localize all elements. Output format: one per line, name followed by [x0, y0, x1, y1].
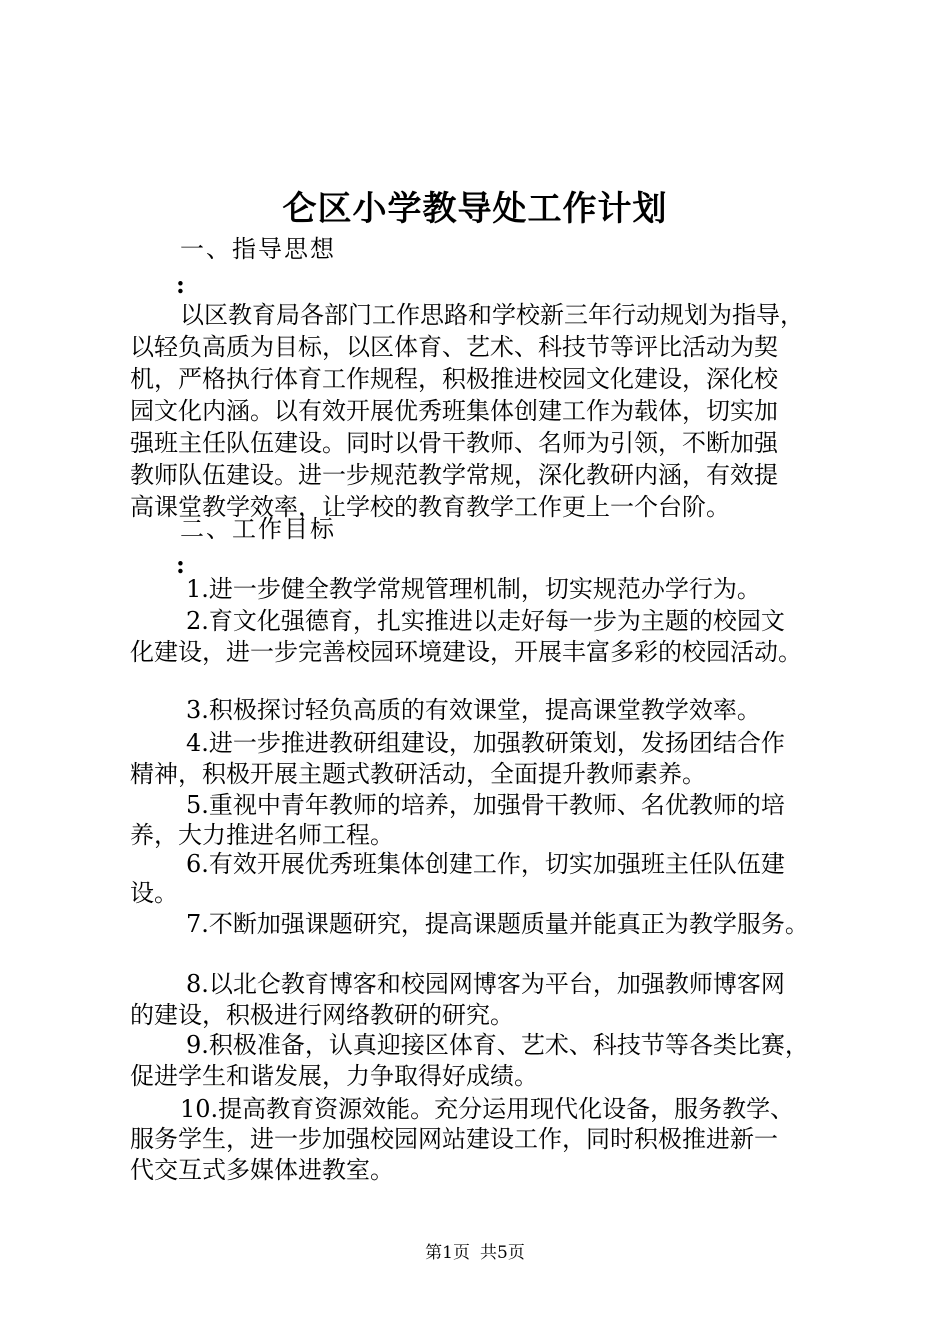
goal-item: 10.提高教育资源效能。充分运用现代化设备，服务教学、: [180, 1095, 795, 1123]
goal-item-continuation: 设。: [130, 879, 178, 907]
goal-item: 8.以北仑教育博客和校园网博客为平台，加强教师博客网: [186, 970, 785, 998]
section-colon: :: [176, 270, 185, 299]
section-heading: 一、指导思想: [180, 235, 336, 263]
page-footer: [0, 1241, 950, 1265]
goal-item: 3.积极探讨轻负高质的有效课堂，提高课堂教学效率。: [186, 696, 761, 724]
paragraph-line: 园文化内涵。以有效开展优秀班集体创建工作为载体，切实加: [130, 397, 778, 425]
section-heading: 二、工作目标: [180, 515, 336, 543]
document-title: 仑区小学教导处工作计划: [282, 189, 668, 229]
goal-item: 6.有效开展优秀班集体创建工作，切实加强班主任队伍建: [186, 850, 785, 878]
goal-item: 7.不断加强课题研究，提高课题质量并能真正为教学服务。: [186, 910, 809, 938]
goal-item-continuation: 服务学生，进一步加强校园网站建设工作，同时积极推进新一: [130, 1125, 778, 1153]
goal-item: 1.进一步健全教学常规管理机制，切实规范办学行为。: [186, 575, 761, 603]
paragraph-line: 强班主任队伍建设。同时以骨干教师、名师为引领，不断加强: [130, 429, 778, 457]
goal-item-continuation: 精神，积极开展主题式教研活动，全面提升教师素养。: [130, 760, 706, 788]
paragraph-line: 机，严格执行体育工作规程，积极推进校园文化建设，深化校: [130, 365, 778, 393]
paragraph-line: 以区教育局各部门工作思路和学校新三年行动规划为指导，: [180, 301, 804, 329]
section-colon: :: [176, 550, 185, 579]
goal-item-continuation: 促进学生和谐发展，力争取得好成绩。: [130, 1062, 538, 1090]
goal-item: 5.重视中青年教师的培养，加强骨干教师、名优教师的培: [186, 791, 785, 819]
page-total: 共5页: [480, 1243, 525, 1263]
goal-item: 4.进一步推进教研组建设，加强教研策划，发扬团结合作: [186, 729, 785, 757]
page-number: 第1页: [425, 1243, 470, 1263]
goal-item: 2.育文化强德育，扎实推进以走好每一步为主题的校园文: [186, 607, 785, 635]
goal-item-continuation: 的建设，积极进行网络教研的研究。: [130, 1001, 514, 1029]
paragraph-line: 以轻负高质为目标，以区体育、艺术、科技节等评比活动为契: [130, 333, 778, 361]
goal-item: 9.积极准备，认真迎接区体育、艺术、科技节等各类比赛，: [186, 1031, 809, 1059]
paragraph-line: 高课堂教学效率，让学校的教育教学工作更上一个台阶。: [130, 493, 730, 521]
paragraph-line: 教师队伍建设。进一步规范教学常规，深化教研内涵，有效提: [130, 461, 778, 489]
goal-item-continuation: 养，大力推进名师工程。: [130, 821, 394, 849]
goal-item-continuation: 化建设，进一步完善校园环境建设，开展丰富多彩的校园活动。: [130, 638, 802, 666]
goal-item-continuation: 代交互式多媒体进教室。: [130, 1156, 394, 1184]
